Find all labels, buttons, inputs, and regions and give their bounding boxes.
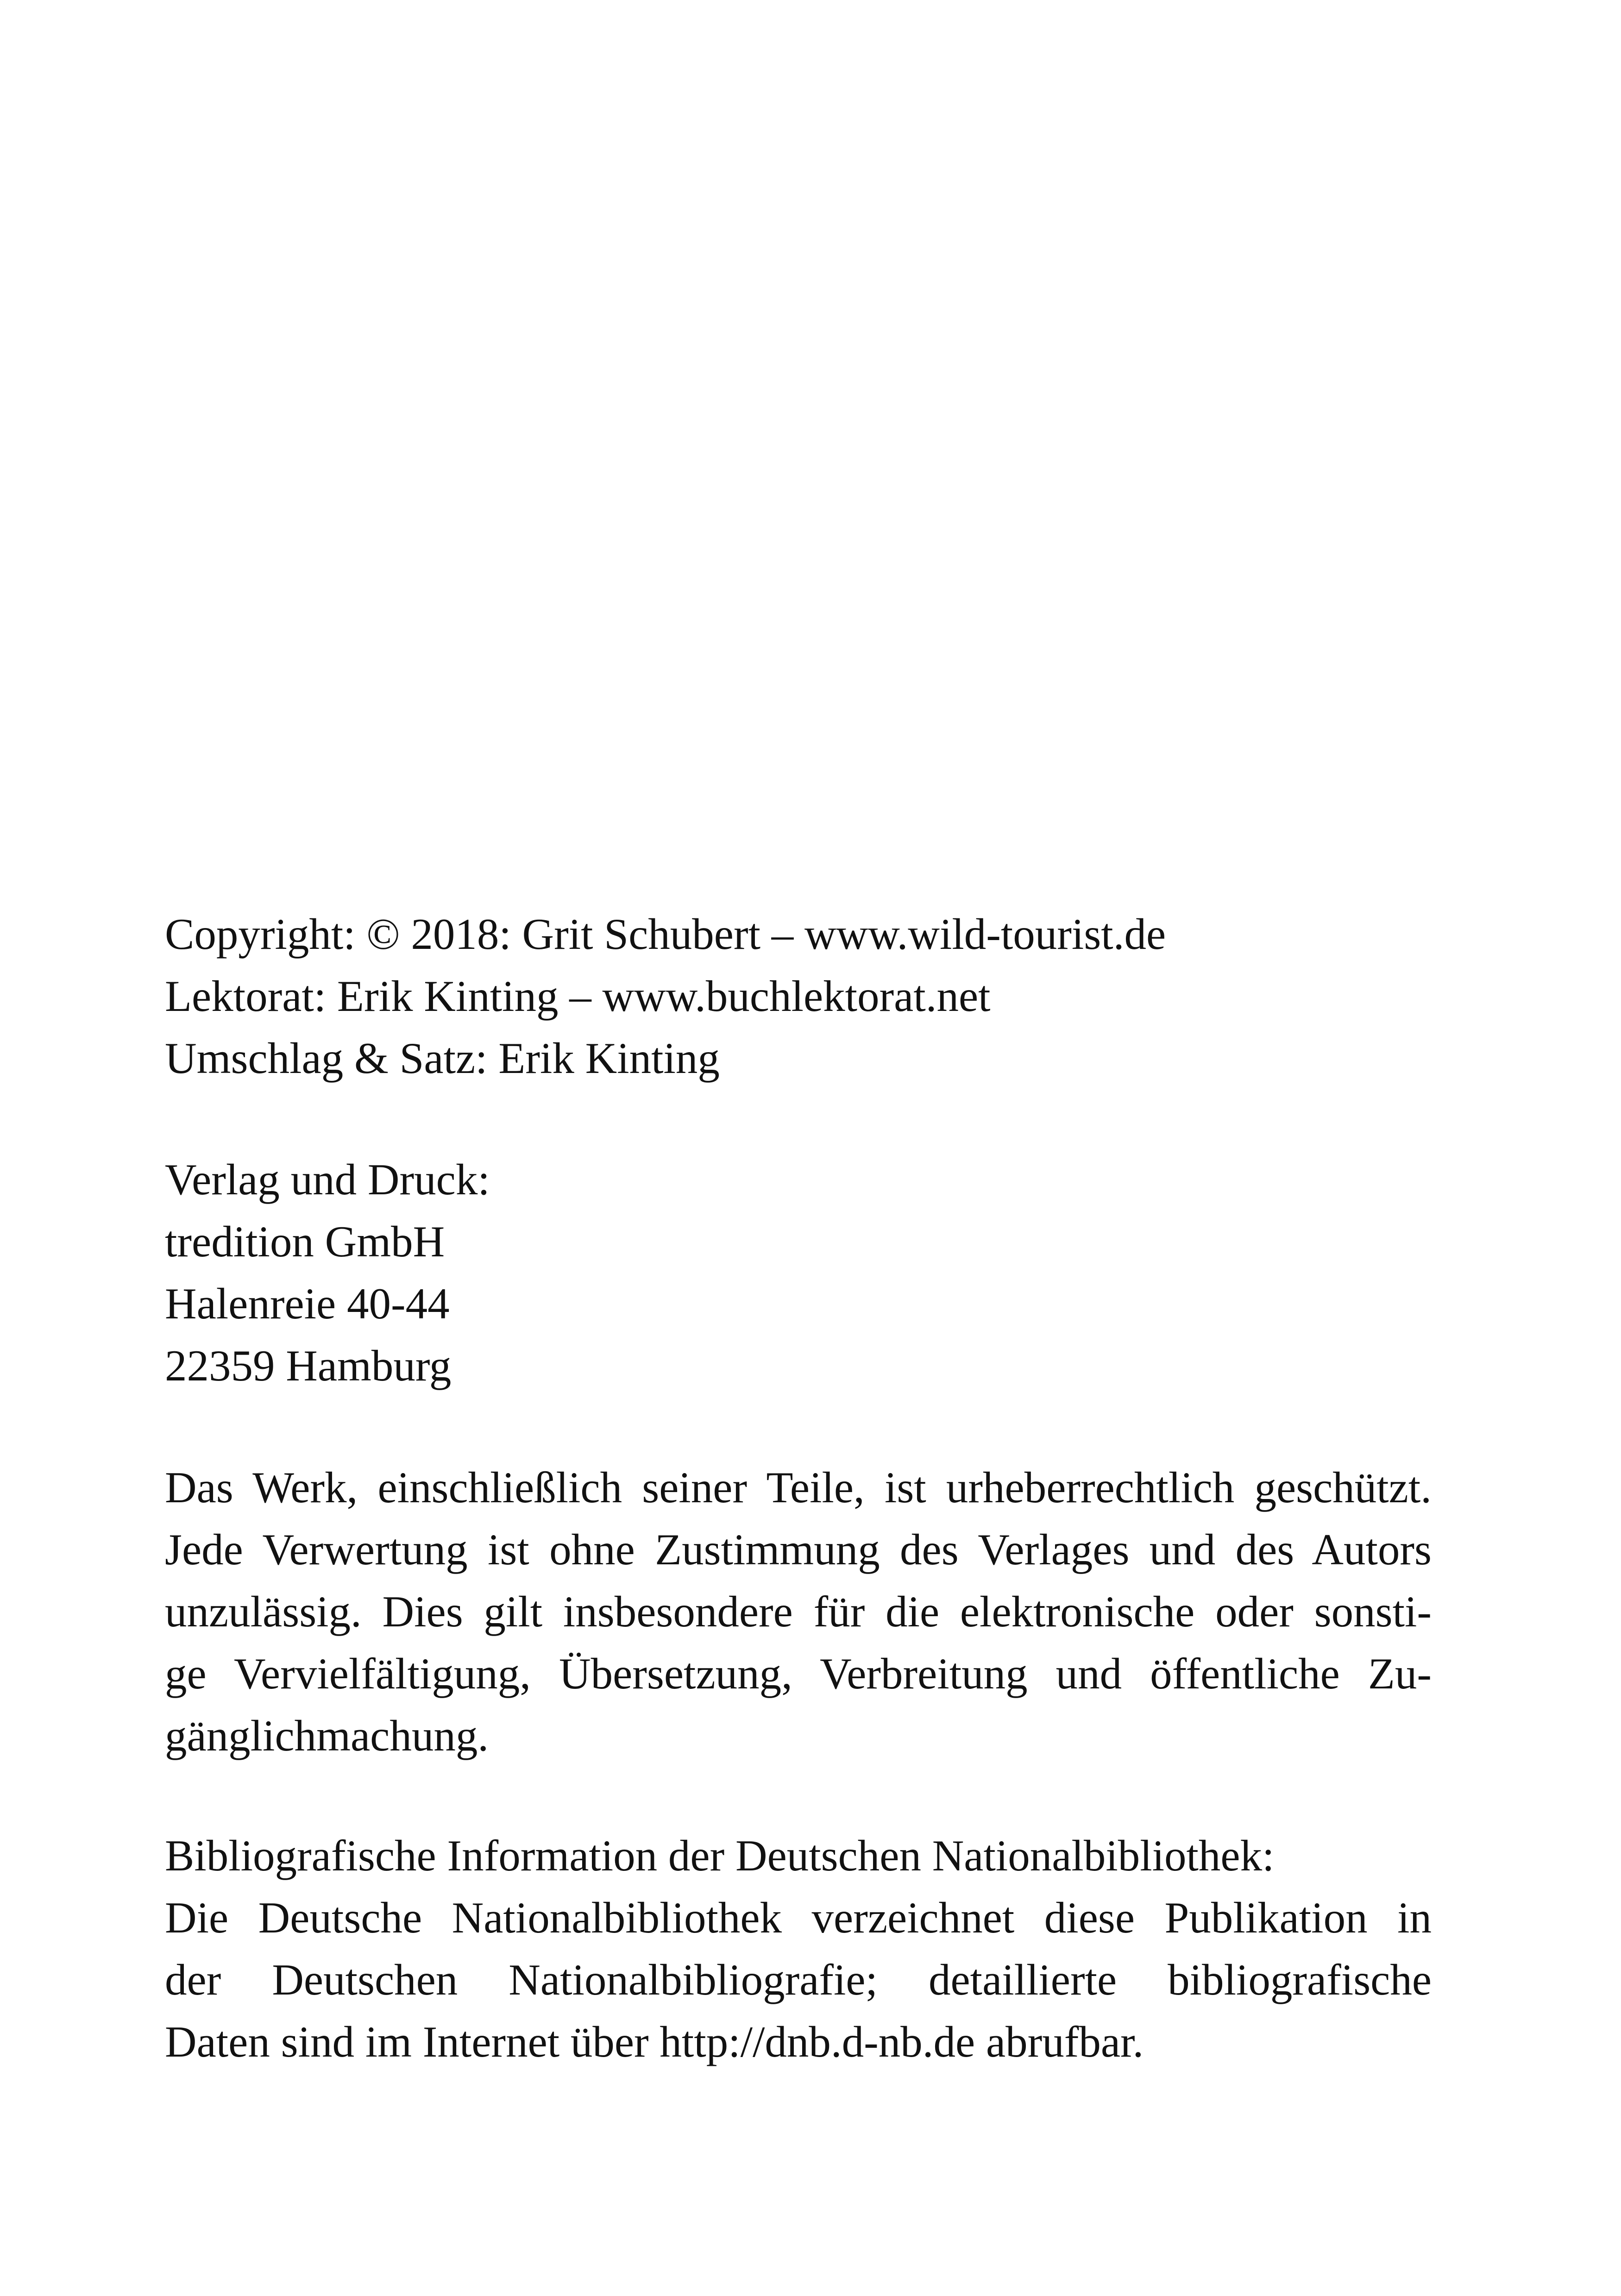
copyright-notice-line: unzulässig. Dies gilt insbesondere für die elektronische oder sonsti-	[165, 1587, 1432, 1636]
copyright-notice	[165, 1456, 1432, 1767]
copyright-block	[165, 903, 1432, 1089]
copyright-notice-line: ge Vervielfältigung, Übersetzung, Verbreitung und öffentliche Zu-	[165, 1649, 1432, 1698]
bibliographic-information	[165, 1825, 1432, 2073]
copyright-line: Copyright: © 2018: Grit Schubert – www.wild-tourist.de	[165, 910, 1166, 959]
copyright-notice-line: gänglichmachung.	[165, 1711, 489, 1760]
publisher-block	[165, 1148, 1432, 1397]
bibliographic-line: Daten sind im Internet über http://dnb.d-nb.de abrufbar.	[165, 2017, 1144, 2066]
publisher-heading: Verlag und Druck:	[165, 1155, 490, 1204]
cover-design-line: Umschlag & Satz: Erik Kinting	[165, 1034, 720, 1083]
bibliographic-line: Die Deutsche Nationalbibliothek verzeichnet diese Publikation in	[165, 1893, 1432, 1942]
editing-line: Lektorat: Erik Kinting – www.buchlektorat.net	[165, 972, 991, 1021]
publisher-city: 22359 Hamburg	[165, 1341, 452, 1390]
copyright-notice-line: Das Werk, einschließlich seiner Teile, ist urheberrechtlich geschützt.	[165, 1463, 1432, 1512]
bibliographic-heading: Bibliografische Information der Deutschen Nationalbibliothek:	[165, 1831, 1275, 1880]
bibliographic-line: der Deutschen Nationalbibliografie; detaillierte bibliografische	[165, 1955, 1432, 2004]
copyright-notice-line: Jede Verwertung ist ohne Zustimmung des Verlages und des Autors	[165, 1525, 1432, 1574]
publisher-company: tredition GmbH	[165, 1217, 445, 1266]
publisher-street: Halenreie 40-44	[165, 1279, 450, 1328]
